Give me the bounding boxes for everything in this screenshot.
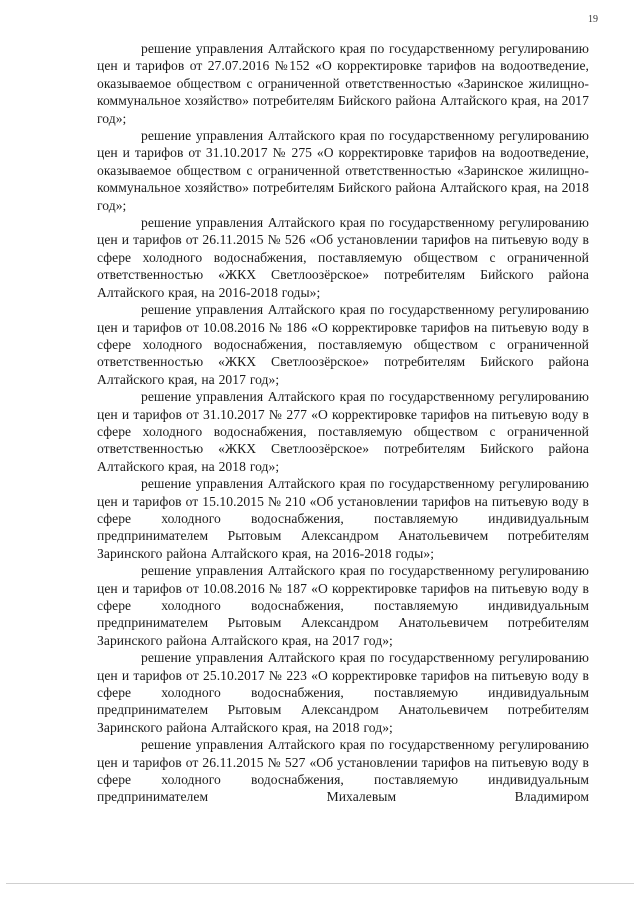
paragraph-3: решение управления Алтайского края по государственному регулированию цен и тарифов от 26.11.2015 № 526 «Об установлении тарифов на питьевую воду в сфере холодного водоснабжения, поставляемую обществом с ограниченной ответственностью «ЖКХ Светлоозёрское» потребителям Бийского района Алтайского края, на 2016-2018 годы»; bbox=[97, 215, 589, 300]
paragraph-1: решение управления Алтайского края по государственному регулированию цен и тарифов от 27.07.2016 №152 «О корректировке тарифов на водоотведение, оказываемое обществом с ограниченной ответственностью «Заринское жилищно-коммунальное хозяйство» потребителям Бийского района Алтайского края, на 2017 год»; bbox=[97, 41, 589, 126]
document-body bbox=[97, 40, 589, 806]
paragraph-2: решение управления Алтайского края по государственному регулированию цен и тарифов от 31.10.2017 № 275 «О корректировке тарифов на водоотведение, оказываемое обществом с ограниченной ответственностью «Заринское жилищно-коммунальное хозяйство» потребителям Бийского района Алтайского края, на 2018 год»; bbox=[97, 128, 589, 213]
paragraph-8: решение управления Алтайского края по государственному регулированию цен и тарифов от 25.10.2017 № 223 «О корректировке тарифов на питьевую воду в сфере холодного водоснабжения, поставляемую индивидуальным предпринимателем Рытовым Александром Анатольевичем потребителям Заринского района Алтайского края, на 2018 год»; bbox=[97, 650, 589, 735]
paragraph-9: решение управления Алтайского края по государственному регулированию цен и тарифов от 26.11.2015 № 527 «Об установлении тарифов на питьевую воду в сфере холодного водоснабжения, поставляемую индивидуальным предпринимателем Михалевым Владимиром bbox=[97, 737, 589, 805]
page-bottom-edge bbox=[6, 883, 634, 884]
page-number: 19 bbox=[588, 14, 598, 25]
paragraph-7: решение управления Алтайского края по государственному регулированию цен и тарифов от 10.08.2016 № 187 «О корректировке тарифов на питьевую воду в сфере холодного водоснабжения, поставляемую индивидуальным предпринимателем Рытовым Александром Анатольевичем потребителям Заринского района Алтайского края, на 2017 год»; bbox=[97, 563, 589, 648]
paragraph-4: решение управления Алтайского края по государственному регулированию цен и тарифов от 10.08.2016 № 186 «О корректировке тарифов на питьевую воду в сфере холодного водоснабжения, поставляемую обществом с ограниченной ответственностью «ЖКХ Светлоозёрское» потребителям Бийского района Алтайского края, на 2017 год»; bbox=[97, 302, 589, 387]
paragraph-6: решение управления Алтайского края по государственному регулированию цен и тарифов от 15.10.2015 № 210 «Об установлении тарифов на питьевую воду в сфере холодного водоснабжения, поставляемую индивидуальным предпринимателем Рытовым Александром Анатольевичем потребителям Заринского района Алтайского края, на 2016-2018 годы»; bbox=[97, 476, 589, 561]
paragraph-5: решение управления Алтайского края по государственному регулированию цен и тарифов от 31.10.2017 № 277 «О корректировке тарифов на питьевую воду в сфере холодного водоснабжения, поставляемую обществом с ограниченной ответственностью «ЖКХ Светлоозёрское» потребителям Бийского района Алтайского края, на 2018 год»; bbox=[97, 389, 589, 474]
